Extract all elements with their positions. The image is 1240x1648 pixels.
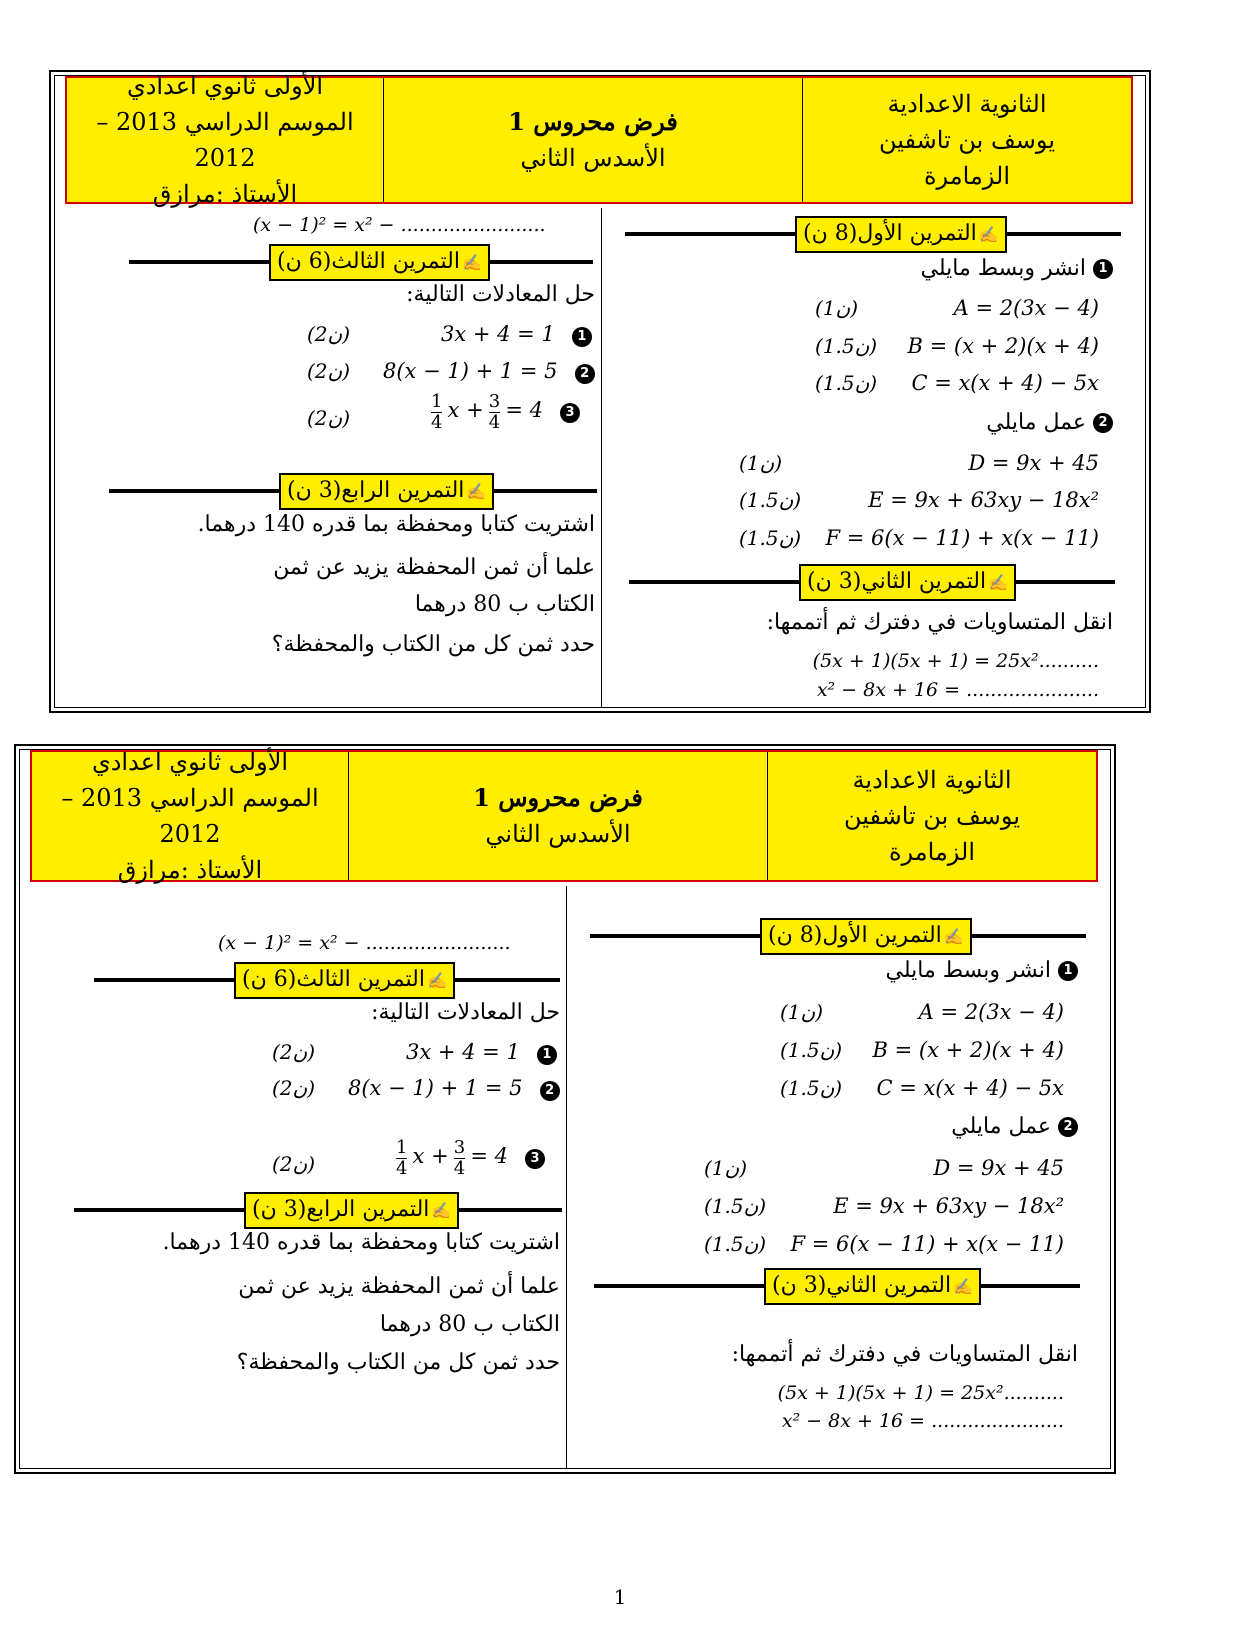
teacher-name: الأستاذ :مرازق bbox=[152, 180, 298, 208]
school-year: الموسم الدراسي 2013 – 2012 bbox=[61, 784, 319, 848]
school-year: الموسم الدراسي 2013 – 2012 bbox=[96, 108, 354, 172]
school-line: الزمامرة bbox=[923, 162, 1011, 190]
exercise-4-text-line: علما أن ثمن المحفظة يزيد عن ثمن bbox=[273, 555, 595, 580]
school-cell bbox=[802, 78, 1131, 202]
points-label: (1.5ن) bbox=[704, 1232, 767, 1256]
page-number: 1 bbox=[613, 1585, 627, 1609]
exercise-3-title: ✍التمرين الثالث(6 ن) bbox=[269, 244, 490, 281]
title-cell bbox=[348, 752, 767, 880]
exercise-4-title: ✍التمرين الرابع(3 ن) bbox=[279, 473, 494, 510]
exercise-4-text-line: اشتريت كتابا ومحفظة بما قدره 140 درهما. bbox=[197, 512, 595, 537]
points-label: (1.5ن) bbox=[704, 1194, 767, 1218]
exercise-1-part-1: 1 انشر وبسط مايلي bbox=[886, 958, 1078, 983]
pencil-icon: ✍ bbox=[431, 1201, 452, 1220]
points-label: (1.5ن) bbox=[739, 526, 802, 550]
fraction: $\frac{3}{4}$ bbox=[488, 391, 501, 433]
fraction: $\frac{1}{4}$ bbox=[431, 391, 443, 433]
exercise-4-text-line: الكتاب ب 80 درهما bbox=[414, 592, 595, 617]
exercise-3-instruction: حل المعادلات التالية: bbox=[406, 282, 595, 307]
section-rule bbox=[109, 489, 279, 493]
identity-line-3: (x − 1)² = x² − ........................ bbox=[218, 932, 511, 954]
pencil-icon: ✍ bbox=[978, 225, 999, 244]
step-number-badge: 2 bbox=[540, 1081, 560, 1101]
section-rule bbox=[442, 1208, 562, 1212]
identity-line-3: (x − 1)² = x² − ........................ bbox=[253, 214, 546, 236]
section-rule bbox=[129, 260, 269, 264]
points-label: (1ن) bbox=[704, 1156, 748, 1180]
expression-C: C = x(x + 4) − 5x bbox=[911, 371, 1099, 395]
section-rule bbox=[74, 1208, 244, 1212]
points-label: (1.5ن) bbox=[780, 1038, 843, 1062]
step-number-badge: 2 bbox=[575, 364, 595, 384]
expression-D: D = 9x + 45 bbox=[933, 1156, 1064, 1180]
section-rule bbox=[629, 580, 799, 584]
info-cell bbox=[67, 72, 383, 208]
expression-F: F = 6(x − 11) + x(x − 11) bbox=[825, 526, 1099, 550]
school-line: يوسف بن تاشفين bbox=[879, 126, 1055, 154]
step-number-badge: 2 bbox=[1093, 413, 1113, 433]
school-line: الثانوية الاعدادية bbox=[852, 766, 1012, 794]
exam-header bbox=[65, 72, 1133, 208]
points-label: (2ن) bbox=[272, 1076, 316, 1100]
exercise-1-title: ✍التمرين الأول(8 ن) bbox=[795, 216, 1007, 253]
school-line: يوسف بن تاشفين bbox=[844, 802, 1020, 830]
column-divider bbox=[601, 208, 602, 707]
points-label: (1.5ن) bbox=[739, 488, 802, 512]
points-label: (2ن) bbox=[272, 1152, 316, 1176]
exercise-3-title: ✍التمرين الثالث(6 ن) bbox=[234, 962, 455, 999]
pencil-icon: ✍ bbox=[953, 1277, 974, 1296]
section-rule bbox=[442, 978, 560, 982]
section-rule bbox=[966, 1284, 1080, 1288]
expression-C: C = x(x + 4) − 5x bbox=[876, 1076, 1064, 1100]
school-line: الزمامرة bbox=[888, 838, 976, 866]
points-label: (2ن) bbox=[272, 1040, 316, 1064]
points-label: (1.5ن) bbox=[815, 371, 878, 395]
expression-B: B = (x + 2)(x + 4) bbox=[872, 1038, 1064, 1062]
equation-3: $\frac{1}{4}$ x + $\frac{3}{4}$ = 4 3 bbox=[396, 1138, 545, 1179]
section-rule bbox=[594, 1284, 764, 1288]
points-label: (2ن) bbox=[307, 406, 351, 430]
identity-line-2: x² − 8x + 16 = ...................... bbox=[816, 679, 1099, 701]
section-rule bbox=[590, 934, 760, 938]
section-rule bbox=[991, 232, 1121, 236]
step-number-badge: 3 bbox=[560, 403, 580, 423]
exercise-2-title: ✍التمرين الثاني(3 ن) bbox=[764, 1268, 981, 1305]
equation-1: 3x + 4 = 1 1 bbox=[406, 1040, 557, 1065]
exercise-1-part-1: 1 انشر وبسط مايلي bbox=[921, 256, 1113, 281]
school-line: الثانوية الاعدادية bbox=[887, 90, 1047, 118]
pencil-icon: ✍ bbox=[988, 573, 1009, 592]
section-rule bbox=[477, 260, 593, 264]
points-label: (2ن) bbox=[307, 359, 351, 383]
level-label: الأولى ثانوي اعدادي bbox=[91, 748, 289, 776]
pencil-icon: ✍ bbox=[426, 971, 447, 990]
exercise-4-title: ✍التمرين الرابع(3 ن) bbox=[244, 1192, 459, 1229]
exam-sheet-top bbox=[49, 70, 1151, 713]
exam-title: فرض محروس 1 bbox=[508, 107, 678, 136]
points-label: (1ن) bbox=[815, 296, 859, 320]
exam-header bbox=[30, 750, 1098, 882]
exam-title: فرض محروس 1 bbox=[473, 783, 643, 812]
exercise-2-instruction: انقل المتساويات في دفترك ثم أتممها: bbox=[766, 610, 1113, 635]
exercise-1-part-2: 2 عمل مايلي bbox=[986, 410, 1113, 435]
expression-E: E = 9x + 63xy − 18x² bbox=[833, 1194, 1064, 1218]
expression-A: A = 2(3x − 4) bbox=[953, 296, 1099, 320]
exercise-3-instruction: حل المعادلات التالية: bbox=[371, 1000, 560, 1025]
section-rule bbox=[960, 934, 1086, 938]
expression-F: F = 6(x − 11) + x(x − 11) bbox=[790, 1232, 1064, 1256]
section-rule bbox=[94, 978, 234, 982]
semester-label: الأسدس الثاني bbox=[520, 144, 666, 172]
points-label: (1.5ن) bbox=[815, 334, 878, 358]
exam-sheet-bottom bbox=[14, 744, 1116, 1474]
points-label: (1.5ن) bbox=[780, 1076, 843, 1100]
exercise-2-title: ✍التمرين الثاني(3 ن) bbox=[799, 564, 1016, 601]
equation-3: $\frac{1}{4}$ x + $\frac{3}{4}$ = 4 3 bbox=[431, 392, 580, 433]
equation-1: 3x + 4 = 1 1 bbox=[441, 322, 592, 347]
section-rule bbox=[1001, 580, 1115, 584]
points-label: (1ن) bbox=[739, 451, 783, 475]
school-cell bbox=[767, 752, 1096, 880]
column-divider bbox=[566, 886, 567, 1468]
identity-line-2: x² − 8x + 16 = ...................... bbox=[781, 1410, 1064, 1432]
identity-line-1: (5x + 1)(5x + 1) = 25x².......... bbox=[812, 650, 1099, 672]
pencil-icon: ✍ bbox=[943, 927, 964, 946]
step-number-badge: 1 bbox=[1093, 259, 1113, 279]
section-rule bbox=[625, 232, 795, 236]
step-number-badge: 3 bbox=[525, 1149, 545, 1169]
exercise-4-text-line: حدد ثمن كل من الكتاب والمحفظة؟ bbox=[236, 1350, 560, 1375]
step-number-badge: 1 bbox=[537, 1045, 557, 1065]
section-rule bbox=[477, 489, 597, 493]
info-cell bbox=[32, 748, 348, 884]
fraction: $\frac{3}{4}$ bbox=[453, 1137, 466, 1179]
exercise-4-text-line: علما أن ثمن المحفظة يزيد عن ثمن bbox=[238, 1274, 560, 1299]
identity-line-1: (5x + 1)(5x + 1) = 25x².......... bbox=[777, 1382, 1064, 1404]
equation-2: 8(x − 1) + 1 = 5 2 bbox=[383, 359, 595, 384]
expression-B: B = (x + 2)(x + 4) bbox=[907, 334, 1099, 358]
exercise-4-text-line: حدد ثمن كل من الكتاب والمحفظة؟ bbox=[271, 632, 595, 657]
level-label: الأولى ثانوي اعدادي bbox=[126, 72, 324, 100]
expression-A: A = 2(3x − 4) bbox=[918, 1000, 1064, 1024]
exercise-1-title: ✍التمرين الأول(8 ن) bbox=[760, 918, 972, 955]
step-number-badge: 1 bbox=[572, 327, 592, 347]
teacher-name: الأستاذ :مرازق bbox=[117, 856, 263, 884]
exercise-2-instruction: انقل المتساويات في دفترك ثم أتممها: bbox=[731, 1342, 1078, 1367]
expression-E: E = 9x + 63xy − 18x² bbox=[868, 488, 1099, 512]
pencil-icon: ✍ bbox=[461, 253, 482, 272]
points-label: (2ن) bbox=[307, 322, 351, 346]
step-number-badge: 2 bbox=[1058, 1117, 1078, 1137]
fraction: $\frac{1}{4}$ bbox=[396, 1137, 408, 1179]
equation-2: 8(x − 1) + 1 = 5 2 bbox=[348, 1076, 560, 1101]
pencil-icon: ✍ bbox=[466, 482, 487, 501]
expression-D: D = 9x + 45 bbox=[968, 451, 1099, 475]
exercise-4-text-line: الكتاب ب 80 درهما bbox=[379, 1312, 560, 1337]
semester-label: الأسدس الثاني bbox=[485, 820, 631, 848]
step-number-badge: 1 bbox=[1058, 961, 1078, 981]
title-cell bbox=[383, 78, 802, 202]
exercise-1-part-2: 2 عمل مايلي bbox=[951, 1114, 1078, 1139]
points-label: (1ن) bbox=[780, 1000, 824, 1024]
exercise-4-text-line: اشتريت كتابا ومحفظة بما قدره 140 درهما. bbox=[162, 1230, 560, 1255]
